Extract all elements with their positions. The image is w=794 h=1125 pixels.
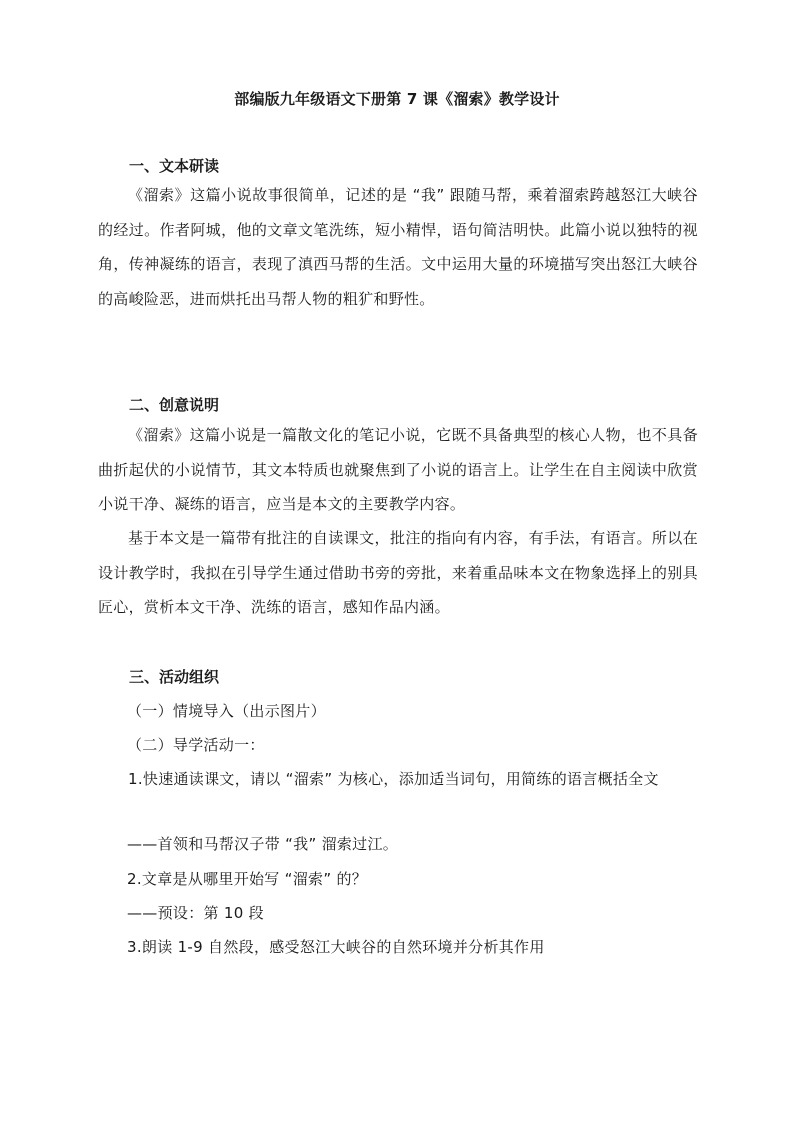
section-heading-text-study: 一、文本研读	[129, 157, 220, 175]
question-1: 1.快速通读课文，请以 “溜索” 为核心，添加适当词句，用简练的语言概括全文	[128, 770, 659, 788]
document-title: 部编版九年级语文下册第 7 课《溜索》教学设计	[234, 90, 560, 108]
question-3: 3.朗读 1-9 自然段，感受怒江大峡谷的自然环境并分析其作用	[127, 938, 545, 956]
paragraph-text-study: 《溜索》这篇小说故事很简单，记述的是 “我” 跟随马帮，乘着溜索跨越怒江大峡谷的经过。作者阿城，他的文章文笔洗练，短小精悍，语句简洁明快。此篇小说以独特的视角，传神凝练的语言，表现了滇西马帮的生活。文中运用大量的环境描写突出怒江大峡谷的高峻险恶，进而烘托出马帮人物的粗犷和野性。	[98, 186, 698, 308]
section-heading-creative-notes: 二、创意说明	[129, 396, 220, 414]
paragraph-creative-notes-1: 《溜索》这篇小说是一篇散文化的笔记小说，它既不具备典型的核心人物，也不具备曲折起伏的小说情节，其文本特质也就聚焦到了小说的语言上。让学生在自主阅读中欣赏小说干净、凝练的语言，应当是本文的主要教学内容。	[98, 426, 698, 513]
answer-2: ——预设：第 10 段	[127, 904, 264, 922]
answer-1: ——首领和马帮汉子带 “我” 溜索过江。	[127, 835, 399, 853]
activity-item-intro: （一）情境导入（出示图片）	[127, 702, 326, 720]
section-heading-activities: 三、活动组织	[129, 668, 220, 686]
activity-item-guided: （二）导学活动一：	[127, 736, 265, 754]
paragraph-creative-notes-2: 基于本文是一篇带有批注的自读课文，批注的指向有内容，有手法，有语言。所以在设计教学时，我拟在引导学生通过借助书旁的旁批，来着重品味本文在物象选择上的别具匠心，赏析本文干净、洗练的语言，感知作品内涵。	[98, 529, 698, 616]
question-2: 2.文章是从哪里开始写 “溜索” 的？	[127, 870, 368, 888]
